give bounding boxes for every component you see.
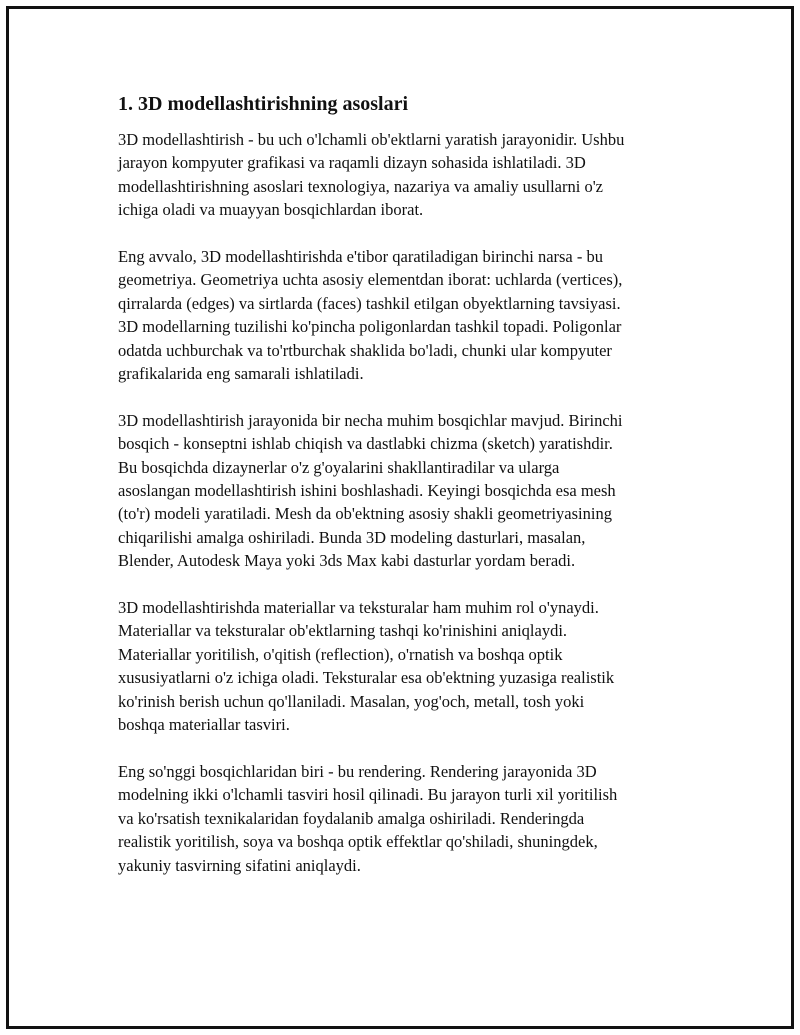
text-line: chiqarilishi amalga oshiriladi. Bunda 3D modeling dasturlari, masalan, (118, 527, 586, 547)
text-line: qirralarda (edges) va sirtlarda (faces) tashkil etilgan obyektlarning tavsiyasi. (118, 293, 621, 313)
text-line: jarayon kompyuter grafikasi va raqamli dizayn sohasida ishlatiladi. 3D (118, 153, 586, 173)
text-line: 3D modellarning tuzilishi ko'pincha poligonlardan tashkil topadi. Poligonlar (118, 317, 622, 337)
text-line: Blender, Autodesk Maya yoki 3ds Max kabi dasturlar yordam beradi. (118, 551, 576, 571)
text-line: bosqich - konseptni ishlab chiqish va dastlabki chizma (sketch) yaratishdir. (118, 434, 613, 454)
text-line: geometriya. Geometriya uchta asosiy elementdan iborat: uchlarda (vertices), (118, 270, 623, 290)
text-line: Eng avvalo, 3D modellashtirishda e'tibor qaratiladigan birinchi narsa - bu (118, 247, 604, 267)
text-line: boshqa materiallar tasviri. (118, 715, 290, 735)
text-line: modellashtirishning asoslari texnologiya, nazariya va amaliy usullarni o'z (118, 176, 604, 196)
text-line: Bu bosqichda dizaynerlar o'z g'oyalarini shakllantiradilar va ularga (118, 457, 560, 477)
text-line: Materiallar va teksturalar ob'ektlarning tashqi ko'rinishini aniqlaydi. (118, 621, 568, 641)
text-line: (to'r) modeli yaratiladi. Mesh da ob'ektning asosiy shakli geometriyasining (118, 504, 612, 524)
text-line: realistik yoritilish, soya va boshqa optik effektlar qo'shiladi, shuningdek, (118, 832, 598, 852)
text-line: va ko'rsatish texnikalaridan foydalanib amalga oshiriladi. Renderingda (118, 808, 585, 828)
text-line: modelning ikki o'lchamli tasviri hosil qilinadi. Bu jarayon turli xil yoritilish (118, 785, 618, 805)
text-line: Materiallar yoritilish, o'qitish (reflection), o'rnatish va boshqa optik (118, 644, 563, 664)
paragraph-materials (118, 596, 698, 736)
section-heading: 1. 3D modellashtirishning asoslari (118, 93, 409, 115)
text-line: 3D modellashtirish - bu uch o'lchamli ob'ektlarni yaratish jarayonidir. Ushbu (118, 130, 625, 149)
paragraph-geometry (118, 245, 698, 385)
text-line: grafikalarida eng samarali ishlatiladi. (118, 364, 364, 384)
text-line: yakuniy tasvirning sifatini aniqlaydi. (118, 855, 361, 875)
text-line: odatda uchburchak va to'rtburchak shaklida bo'ladi, chunki ular kompyuter (118, 340, 612, 360)
text-line: asoslangan modellashtirish ishini boshlashadi. Keyingi bosqichda esa mesh (118, 481, 616, 501)
paragraph-rendering (118, 760, 698, 877)
text-line: ko'rinish berish uchun qo'llaniladi. Masalan, yog'och, metall, tosh yoki (118, 691, 585, 711)
text-line: 3D modellashtirishda materiallar va teksturalar ham muhim rol o'ynaydi. (118, 598, 599, 618)
text-line: 3D modellashtirish jarayonida bir necha muhim bosqichlar mavjud. Birinchi (118, 410, 623, 430)
paragraph-stages (118, 409, 698, 573)
text-line: ichiga oladi va muayyan bosqichlardan iborat. (118, 200, 424, 220)
text-line: Eng so'nggi bosqichlaridan biri - bu rendering. Rendering jarayonida 3D (118, 761, 597, 781)
text-line: xususiyatlarni o'z ichiga oladi. Teksturalar esa ob'ektning yuzasiga realistik (118, 668, 615, 688)
document-body (118, 90, 698, 900)
paragraph-intro (118, 128, 698, 222)
